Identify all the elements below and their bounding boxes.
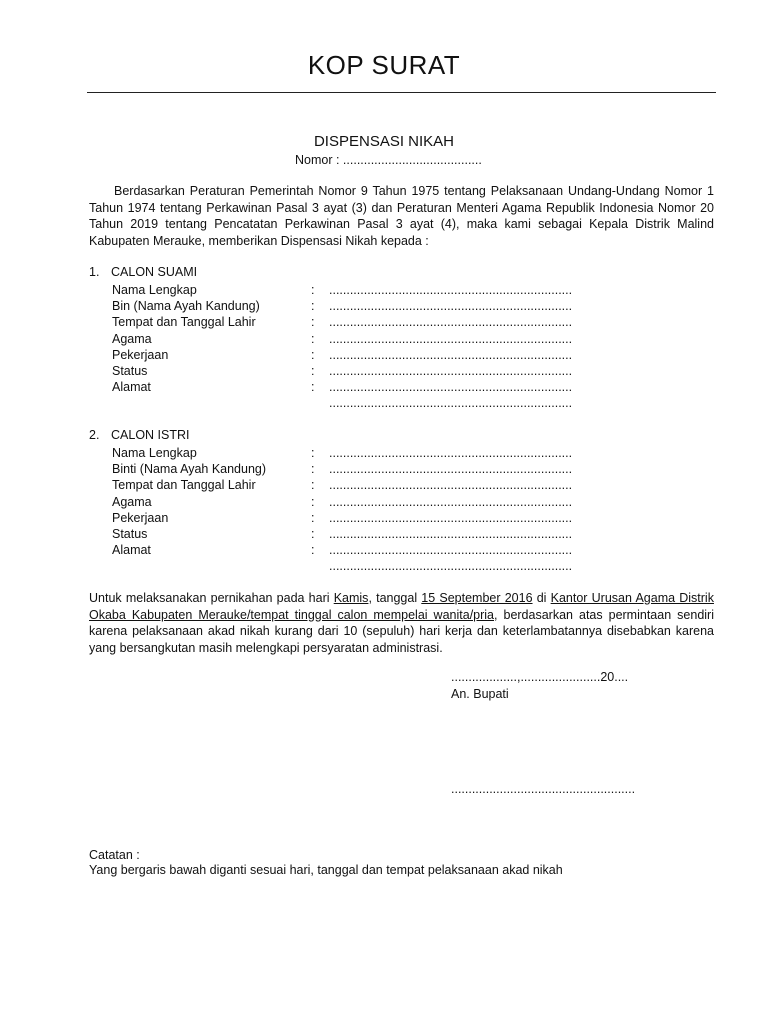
field-colon: : bbox=[311, 364, 315, 378]
field-dots: ...................................................................... bbox=[329, 396, 573, 411]
form-field-row bbox=[112, 478, 612, 494]
signature-place-date: ...................,.......................20.... bbox=[451, 670, 629, 684]
form-field-row bbox=[112, 283, 612, 299]
form-field-row bbox=[112, 299, 612, 315]
field-dots: ...................................................................... bbox=[329, 494, 573, 509]
form-field-row bbox=[112, 511, 612, 527]
field-label: Tempat dan Tanggal Lahir bbox=[112, 478, 256, 493]
form-field-row bbox=[112, 396, 612, 412]
closing-paragraph bbox=[89, 590, 714, 656]
underlined-date: 15 September 2016 bbox=[421, 591, 533, 605]
form-field-row bbox=[112, 543, 612, 559]
form-field-row bbox=[112, 495, 612, 511]
signature-title: An. Bupati bbox=[451, 687, 509, 701]
section-title: CALON SUAMI bbox=[111, 265, 198, 279]
closing-text-2: , tanggal bbox=[368, 591, 422, 605]
form-field-row bbox=[112, 527, 612, 543]
form-field-row bbox=[112, 364, 612, 380]
form-field-row bbox=[112, 446, 612, 462]
field-colon: : bbox=[311, 299, 315, 314]
field-colon: : bbox=[311, 331, 315, 346]
form-field-row bbox=[112, 380, 612, 396]
field-label: Bin (Nama Ayah Kandung) bbox=[112, 299, 260, 314]
form-field-row bbox=[112, 559, 612, 575]
section-number: 1. bbox=[89, 265, 100, 279]
closing-text-3: di bbox=[532, 591, 551, 605]
field-colon: : bbox=[311, 380, 315, 395]
field-dots: ...................................................................... bbox=[329, 527, 573, 541]
field-colon: : bbox=[311, 494, 315, 509]
section-heading-suami bbox=[89, 265, 197, 279]
document-number: Nomor : ........................................ bbox=[295, 153, 482, 167]
field-label: Pekerjaan bbox=[112, 510, 169, 525]
document-title: DISPENSASI NIKAH bbox=[313, 133, 455, 150]
field-colon: : bbox=[311, 347, 315, 362]
field-dots: ...................................................................... bbox=[329, 331, 573, 346]
form-field-row bbox=[112, 462, 612, 478]
field-colon: : bbox=[311, 315, 315, 330]
closing-text-4: , berdasarkan atas permintaan sendiri karena pelaksanaan akad nikah kurang dari 10 (sepuluh) hari kerja dan keterlambatannya disebabkan karena yang bersangkutan masih melengkapi persyaratan administrasi. bbox=[89, 607, 714, 655]
field-dots: ...................................................................... bbox=[329, 380, 573, 395]
field-dots: ...................................................................... bbox=[329, 315, 573, 330]
field-label: Binti (Nama Ayah Kandung) bbox=[112, 462, 267, 477]
note-heading: Catatan : bbox=[89, 848, 140, 862]
field-dots: ...................................................................... bbox=[329, 299, 573, 314]
field-colon: : bbox=[311, 446, 315, 460]
field-label: Alamat bbox=[112, 543, 151, 558]
field-label: Agama bbox=[112, 494, 152, 509]
field-colon: : bbox=[311, 283, 315, 297]
field-dots: ...................................................................... bbox=[329, 347, 573, 362]
underlined-place: Kantor Urusan Agama Distrik Okaba Kabupaten Merauke/tempat tinggal calon mempelai wanita/pria bbox=[89, 591, 714, 622]
intro-paragraph: Berdasarkan Peraturan Pemerintah Nomor 9 Tahun 1975 tentang Pelaksanaan Undang-Undang Nomor 1 Tahun 1974 tentang Perkawinan Pasal 3 ayat (3) dan Peraturan Menteri Agama Republik Indonesia Nomor 20 Tahun 2019 tentang Pencatatan Perkawinan Pasal 3 ayat (4), maka kami sebagai Kepala Distrik Malind Kabupaten Merauke, memberikan Dispensasi Nikah kepada : bbox=[89, 184, 714, 248]
field-colon: : bbox=[311, 543, 315, 558]
field-colon: : bbox=[311, 462, 315, 477]
note-text: Yang bergaris bawah diganti sesuai hari, tanggal dan tempat pelaksanaan akad nikah bbox=[89, 863, 563, 877]
letterhead-title: KOP SURAT bbox=[307, 50, 461, 80]
section-heading-istri bbox=[89, 428, 190, 442]
field-label: Status bbox=[112, 364, 148, 378]
field-dots: ...................................................................... bbox=[329, 543, 573, 558]
field-dots: ...................................................................... bbox=[329, 283, 573, 297]
field-label: Pekerjaan bbox=[112, 347, 169, 362]
underlined-day: Kamis bbox=[333, 591, 369, 605]
field-label: Status bbox=[112, 527, 148, 541]
closing-text-1: Untuk melaksanakan pernikahan pada hari bbox=[89, 591, 334, 605]
field-dots: ...................................................................... bbox=[329, 510, 573, 525]
section-number: 2. bbox=[89, 428, 100, 442]
field-dots: ...................................................................... bbox=[329, 462, 573, 477]
field-colon: : bbox=[311, 510, 315, 525]
form-field-row bbox=[112, 315, 612, 331]
field-label: Alamat bbox=[112, 380, 151, 395]
field-label: Tempat dan Tanggal Lahir bbox=[112, 315, 256, 330]
field-dots: ...................................................................... bbox=[329, 478, 573, 493]
field-label: Nama Lengkap bbox=[112, 283, 197, 297]
form-field-row bbox=[112, 348, 612, 364]
signature-name-line: ..................................................... bbox=[451, 782, 636, 796]
field-dots: ...................................................................... bbox=[329, 559, 573, 574]
field-colon: : bbox=[311, 527, 315, 541]
section-title: CALON ISTRI bbox=[111, 428, 190, 442]
field-label: Nama Lengkap bbox=[112, 446, 197, 460]
form-field-row bbox=[112, 332, 612, 348]
field-colon: : bbox=[311, 478, 315, 493]
field-dots: ...................................................................... bbox=[329, 446, 573, 460]
field-dots: ...................................................................... bbox=[329, 364, 573, 378]
field-label: Agama bbox=[112, 331, 152, 346]
letterhead-rule bbox=[87, 92, 716, 93]
